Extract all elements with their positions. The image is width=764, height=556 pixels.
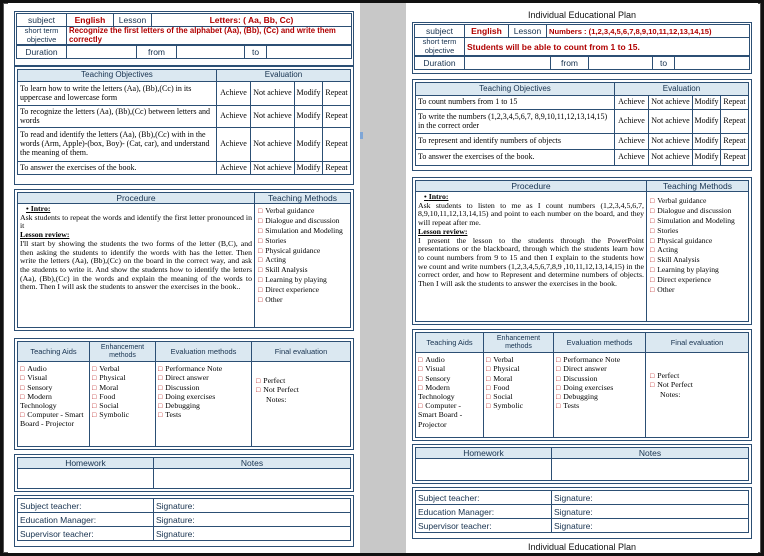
objectives-header: Teaching Objectives [416,83,615,96]
enhancement-header: Enhancement methods [484,333,554,353]
final-evaluation-header: Final evaluation [646,333,749,353]
page-left [8,3,360,553]
method-item: □ Direct experience [650,275,745,285]
homework-label: Homework [416,448,552,459]
homework-section [412,444,752,484]
evaluation-method-item: □ Direct answer [158,373,249,382]
objective-label: short term objective [17,27,67,45]
eval-modify: Modify [294,82,322,106]
objective-value: Students will be able to count from 1 to 15. [465,38,750,56]
next-page-title: Individual Educational Plan [527,542,637,552]
enhancement-item: □ Social [486,392,551,401]
supervisor-teacher-label: Supervisor teacher: [18,527,154,541]
from-label: from [137,46,177,59]
method-item: □ Learning by playing [650,265,745,275]
eval-achieve: Achieve [216,82,250,106]
final-item: □ Perfect [650,371,744,380]
evaluation-method-item: □ Performance Note [158,364,249,373]
eval-not-achieve: Not achieve [250,82,294,106]
objective-value: Recognize the first letters of the alphabet (Aa), (Bb), (Cc) and write them correctly [67,27,352,45]
aid-item: □ Audio [20,364,87,373]
evaluation-method-item: □ Discussion [556,374,643,383]
eval-modify: Modify [692,150,720,166]
aid-item: □ Computer - Smart Board - Projector [418,401,481,429]
eval-achieve: Achieve [614,134,648,150]
eval-not-achieve: Not achieve [648,96,692,110]
eval-not-achieve: Not achieve [648,134,692,150]
eval-repeat: Repeat [720,96,748,110]
signature-field: Signature: [552,491,749,505]
teaching-aids-list [20,364,87,429]
final-evaluation-header: Final evaluation [252,342,351,362]
evaluation-method-item: □ Tests [158,410,249,419]
method-item: □ Acting [650,245,745,255]
method-item: □ Physical guidance [258,246,347,256]
teaching-methods-list [258,206,347,305]
evaluation-methods-list [556,355,643,411]
method-item: □ Verbal guidance [258,206,347,216]
homework-section [14,454,354,492]
education-manager-label: Education Manager: [18,513,154,527]
plan-header [14,11,354,66]
eval-repeat: Repeat [720,150,748,166]
intro-text: Ask students to repeat the words and identify the first letter pronounced in it [20,212,252,231]
objective-row: To count numbers from 1 to 15 [416,96,615,110]
method-item: □ Other [258,295,347,305]
intro-label: Intro: [30,204,51,213]
signature-field: Signature: [154,513,351,527]
subject-value: English [67,14,114,27]
signatures-section [412,487,752,539]
method-item: □ Stories [650,226,745,236]
objective-label: short term objective [415,38,465,56]
final-item: □ Perfect [256,376,346,385]
to-label: to [245,46,267,59]
objectives-header: Teaching Objectives [18,70,217,82]
eval-modify: Modify [294,106,322,128]
final-item: □ Not Perfect [256,385,346,394]
evaluation-header: Evaluation [216,70,350,82]
method-item: □ Skill Analysis [258,265,347,275]
evaluation-method-item: □ Performance Note [556,355,643,364]
subject-label: subject [17,14,67,27]
eval-repeat: Repeat [322,128,350,162]
procedure-header: Procedure [416,181,647,192]
supervisor-teacher-label: Supervisor teacher: [416,519,552,533]
page-right [406,3,758,553]
method-item: □ Skill Analysis [650,255,745,265]
final-item: □ Not Perfect [650,380,744,389]
method-item: □ Direct experience [258,285,347,295]
from-label: from [551,57,589,70]
aid-item: □ Visual [20,373,87,382]
objective-row: To represent and identify numbers of objects [416,134,615,150]
eval-repeat: Repeat [720,134,748,150]
evaluation-method-item: □ Debugging [556,392,643,401]
eval-not-achieve: Not achieve [250,128,294,162]
lesson-label: Lesson [509,25,547,38]
method-item: □ Stories [258,236,347,246]
notes-label: Notes: [266,394,287,404]
objective-row: To write the numbers (1,2,3,4,5,6,7, 8,9,10,11,12,13,14,15) in the correct order [416,110,615,134]
eval-repeat: Repeat [322,162,350,175]
aid-item: □ Modern Technology [20,392,87,410]
eval-achieve: Achieve [216,128,250,162]
enhancement-item: □ Moral [486,374,551,383]
teaching-methods-list [650,196,745,295]
enhancement-list [92,364,153,420]
eval-achieve: Achieve [216,162,250,175]
notes-label: Notes: [660,389,681,399]
page-gutter [360,3,406,553]
eval-repeat: Repeat [720,110,748,134]
enhancement-item: □ Verbal [92,364,153,373]
homework-notes-label: Notes [552,448,749,459]
page-title: Individual Educational Plan [527,10,637,20]
review-label: Lesson review: [20,230,70,240]
eval-not-achieve: Not achieve [648,110,692,134]
enhancement-item: □ Food [92,392,153,401]
final-evaluation-list [650,371,744,390]
eval-repeat: Repeat [322,106,350,128]
eval-achieve: Achieve [614,110,648,134]
review-text: I'll start by showing the students the two forms of the letter (B,C), and then asking the students to identify the words with has the letter. Then write the letters (Aa), (Bb),(Cc) on the board in the correct way, and ask the students to write it. And show the students how to identify the letters (Aa), (Bb),(Cc) in the words and explain the meaning of the words to them. Then I will ask the students to answer the exercises in the book.. [20,238,252,292]
to-label: to [653,57,675,70]
intro-label: Intro: [428,192,449,201]
education-manager-label: Education Manager: [416,505,552,519]
plan-header [412,22,752,74]
methods-header: Teaching Methods [647,181,749,192]
subject-value: English [465,25,509,38]
aid-item: □ Sensory [20,383,87,392]
aids-section [412,329,752,441]
lesson-value: Numbers : (1,2,3,4,5,6,7,8,9,10,11,12,13,14,15) [547,25,750,38]
evaluation-method-item: □ Doing exercises [158,392,249,401]
aid-item: □ Visual [418,364,481,373]
aid-item: □ Modern Technology [418,383,481,401]
procedure-header: Procedure [18,193,255,204]
evaluation-method-item: □ Discussion [158,383,249,392]
review-text: I present the lesson to the students through the PowerPoint presentations or the blackboard, through which the students learn how to count numbers from 9 to 15 and then I explain to the students how we count and write numbers (1,2,3,4,5,6,7,8,9 ,10,11,12,13,14,15) in the correct order, and how to Represent and determine numbers of objects. Then I will ask the students to answer the exercises in the book. [418,235,644,289]
objective-row: To answer the exercises of the book. [18,162,217,175]
method-item: □ Simulation and Modeling [650,216,745,226]
method-item: □ Verbal guidance [650,196,745,206]
teaching-aids-list [418,355,481,429]
duration-label: Duration [17,46,67,59]
lesson-label: Lesson [114,14,152,27]
method-item: □ Physical guidance [650,236,745,246]
enhancement-item: □ Food [486,383,551,392]
enhancement-item: □ Physical [486,364,551,373]
enhancement-header: Enhancement methods [90,342,156,362]
evaluation-header: Evaluation [614,83,748,96]
method-item: □ Dialogue and discussion [258,216,347,226]
eval-repeat: Repeat [322,82,350,106]
objectives-section [412,79,752,171]
evaluation-methods-header: Evaluation methods [554,333,646,353]
eval-achieve: Achieve [614,96,648,110]
evaluation-method-item: □ Doing exercises [556,383,643,392]
signatures-section [14,495,354,547]
evaluation-method-item: □ Tests [556,401,643,410]
eval-modify: Modify [294,128,322,162]
signature-field: Signature: [154,527,351,541]
signature-field: Signature: [154,499,351,513]
eval-not-achieve: Not achieve [648,150,692,166]
signature-field: Signature: [552,505,749,519]
aid-item: □ Computer - Smart Board - Projector [20,410,87,428]
objective-row: To learn how to write the letters (Aa), (Bb),(Cc) in its uppercase and lowercase form [18,82,217,106]
aids-header: Teaching Aids [416,333,484,353]
eval-modify: Modify [692,110,720,134]
aids-header: Teaching Aids [18,342,90,362]
aid-item: □ Audio [418,355,481,364]
enhancement-item: □ Symbolic [486,401,551,410]
aids-section [14,338,354,450]
enhancement-item: □ Physical [92,373,153,382]
subject-label: subject [415,25,465,38]
method-item: □ Other [650,285,745,295]
final-evaluation-list [256,376,346,395]
objectives-section [14,66,354,185]
method-item: □ Acting [258,255,347,265]
signature-field: Signature: [552,519,749,533]
enhancement-item: □ Verbal [486,355,551,364]
eval-not-achieve: Not achieve [250,106,294,128]
evaluation-method-item: □ Direct answer [556,364,643,373]
evaluation-methods-list [158,364,249,420]
intro-text: Ask students to listen to me as I count numbers (1,2,3,4,5,6,7, 8,9,10,11,12,13,14,15) and point to each number on the board, and they will repeat after me. [418,200,644,228]
eval-modify: Modify [692,96,720,110]
evaluation-methods-header: Evaluation methods [156,342,252,362]
enhancement-item: □ Symbolic [92,410,153,419]
subject-teacher-label: Subject teacher: [18,499,154,513]
lesson-value: Letters: ( Aa, Bb, Cc) [152,14,352,27]
eval-achieve: Achieve [614,150,648,166]
method-item: □ Dialogue and discussion [650,206,745,216]
method-item: □ Learning by playing [258,275,347,285]
homework-notes-label: Notes [154,458,351,469]
eval-achieve: Achieve [216,106,250,128]
eval-modify: Modify [692,134,720,150]
method-item: □ Simulation and Modeling [258,226,347,236]
aid-item: □ Sensory [418,374,481,383]
subject-teacher-label: Subject teacher: [416,491,552,505]
eval-not-achieve: Not achieve [250,162,294,175]
homework-label: Homework [18,458,154,469]
eval-modify: Modify [294,162,322,175]
procedure-section: Procedure Teaching Methods • Intro: Ask students to listen to me as I count numbers (1,2,3,4,5,6,7, 8,9,10,11,12,13,14,15) and point to each number on the board, and they will repeat after me. Lesson review: I present the lesson to the students through the PowerPoint presentations or the blackboard, through which the students learn how to count numbers from 9 to 15 and then I explain to the students how we count and write numbers (1,2,3,4,5,6,7,8,9 ,10,11,12,13,14,15) in the correct order, and how to Represent and determine numbers of objects. Then I will ask the students to answer the exercises in the book. □ Verbal guidance □ Dialogue and discussion □ Simulation and Modeling □ Stories □ Physical guidance □ Acting □ Skill Analysis □ Learning by playing □ Direct experience □ Other [412,177,752,325]
evaluation-method-item: □ Debugging [158,401,249,410]
review-label: Lesson review: [418,226,468,236]
methods-header: Teaching Methods [255,193,351,204]
objective-row: To recognize the letters (Aa), (Bb),(Cc) between letters and words [18,106,217,128]
objective-row: To read and identify the letters (Aa), (Bb),(Cc) with in the words (Arm, Apple)-(box, Boy)- (Cat, car), and understand the meaning of them. [18,128,217,162]
procedure-section: Procedure Teaching Methods • Intro: Ask students to repeat the words and identify the first letter pronounced in it Lesson review: I'll start by showing the students the two forms of the letter (B,C), and then asking the students to identify the words with has the letter. Then write the letters (Aa), (Bb),(Cc) on the board in the correct way, and ask the students to write it. And show the students how to identify the letters (Aa), (Bb),(Cc) in the words and explain the meaning of the words to them. Then I will ask the students to answer the exercises in the book.. □ Verbal guidance □ Dialogue and discussion □ Simulation and Modeling □ Stories □ Physical guidance □ Acting □ Skill Analysis □ Learning by playing □ Direct experience □ Other [14,189,354,331]
enhancement-list [486,355,551,411]
objective-row: To answer the exercises of the book. [416,150,615,166]
enhancement-item: □ Moral [92,383,153,392]
duration-label: Duration [415,57,465,70]
enhancement-item: □ Social [92,401,153,410]
